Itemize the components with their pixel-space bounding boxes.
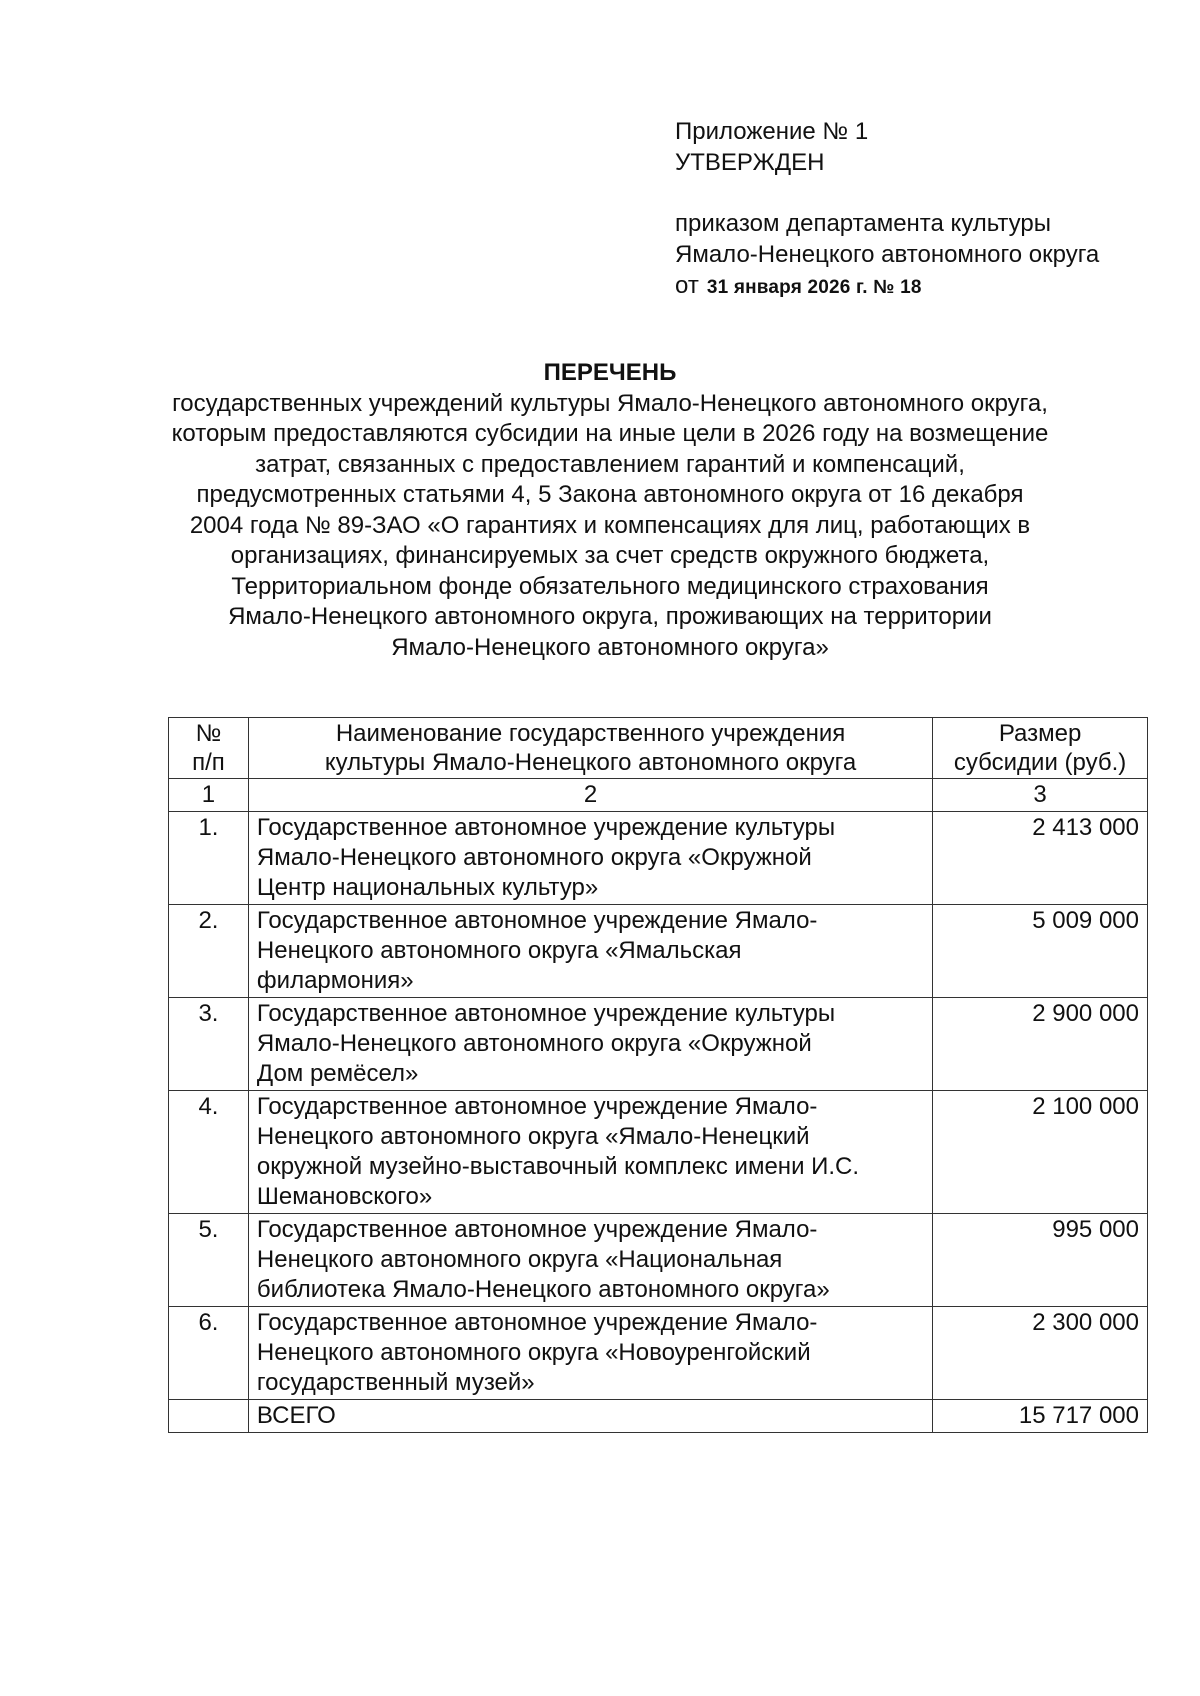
table-row: [169, 812, 1148, 905]
document-subtitle: государственных учреждений культуры Ямало-Ненецкого автономного округа, которым предоставляются субсидии на иные цели в 2026 году на возмещение затрат, связанных с предоставлением гарантий и компенсаций, предусмотренных статьями 4, 5 Закона автономного округа от 16 декабря 2004 года № 89-ЗАО «О гарантиях и компенсациях для лиц, работающих в организациях, финансируемых за счет средств окружного бюджета, Территориальном фонде обязательного медицинского страхования Ямало-Ненецкого автономного округа, проживающих на территории Ямало-Ненецкого автономного округа»: [171, 389, 1049, 661]
row-number: 1.: [169, 812, 249, 905]
column-number-1: 1: [169, 779, 249, 812]
institution-name: Государственное автономное учреждение Ямало- Ненецкого автономного округа «Национальная библиотека Ямало-Ненецкого автономного округа»: [248, 1214, 932, 1307]
institution-name: Государственное автономное учреждение Ямало- Ненецкого автономного округа «Новоуренгойский государственный музей»: [248, 1307, 932, 1400]
column-header-num: № п/п: [169, 718, 249, 779]
subsidy-amount: 2 100 000: [933, 1091, 1148, 1214]
institution-name: Государственное автономное учреждение Ямало- Ненецкого автономного округа «Ямало-Ненецкий окружной музейно-выставочный комплекс имени И.С. Шемановского»: [248, 1091, 932, 1214]
order-date-value: 31 января 2026 г. № 18: [706, 277, 922, 298]
subsidy-amount: 5 009 000: [933, 905, 1148, 998]
total-row: [169, 1400, 1148, 1433]
approval-gap: [675, 178, 1175, 208]
subsidy-amount: 995 000: [933, 1214, 1148, 1307]
total-amount: 15 717 000: [933, 1400, 1148, 1433]
column-number-2: 2: [248, 779, 932, 812]
subsidy-table: [168, 717, 1148, 1433]
institution-name: Государственное автономное учреждение Ямало- Ненецкого автономного округа «Ямальская филармония»: [248, 905, 932, 998]
table-row: [169, 1307, 1148, 1400]
order-line-2: Ямало-Ненецкого автономного округа: [675, 241, 1100, 268]
total-label: ВСЕГО: [248, 1400, 932, 1433]
order-line-1: приказом департамента культуры: [675, 210, 1051, 237]
document-title: ПЕРЕЧЕНЬ: [543, 359, 677, 386]
row-number: 6.: [169, 1307, 249, 1400]
column-number-row: [169, 779, 1148, 812]
column-header-sum: Размер субсидии (руб.): [933, 718, 1148, 779]
column-header-name: Наименование государственного учреждения культуры Ямало-Ненецкого автономного округа: [248, 718, 932, 779]
row-number: 5.: [169, 1214, 249, 1307]
appendix-label: Приложение № 1: [675, 118, 869, 145]
institution-name: Государственное автономное учреждение культуры Ямало-Ненецкого автономного округа «Окружной Дом ремёсел»: [248, 998, 932, 1091]
table-row: [169, 1091, 1148, 1214]
table-row: [169, 905, 1148, 998]
institution-name: Государственное автономное учреждение культуры Ямало-Ненецкого автономного округа «Окружной Центр национальных культур»: [248, 812, 932, 905]
approval-stamp: [675, 116, 1175, 303]
subsidy-amount: 2 900 000: [933, 998, 1148, 1091]
approved-label: УТВЕРЖДЕН: [675, 149, 825, 176]
table-row: [169, 998, 1148, 1091]
date-prefix: от: [675, 272, 699, 299]
document-heading: [150, 358, 1070, 663]
row-number: 2.: [169, 905, 249, 998]
subsidy-amount: 2 413 000: [933, 812, 1148, 905]
table-row: [169, 1214, 1148, 1307]
row-number: 4.: [169, 1091, 249, 1214]
table-header-row: [169, 718, 1148, 779]
column-number-3: 3: [933, 779, 1148, 812]
order-date-line: [675, 270, 1175, 303]
total-empty-cell: [169, 1400, 249, 1433]
row-number: 3.: [169, 998, 249, 1091]
subsidy-amount: 2 300 000: [933, 1307, 1148, 1400]
